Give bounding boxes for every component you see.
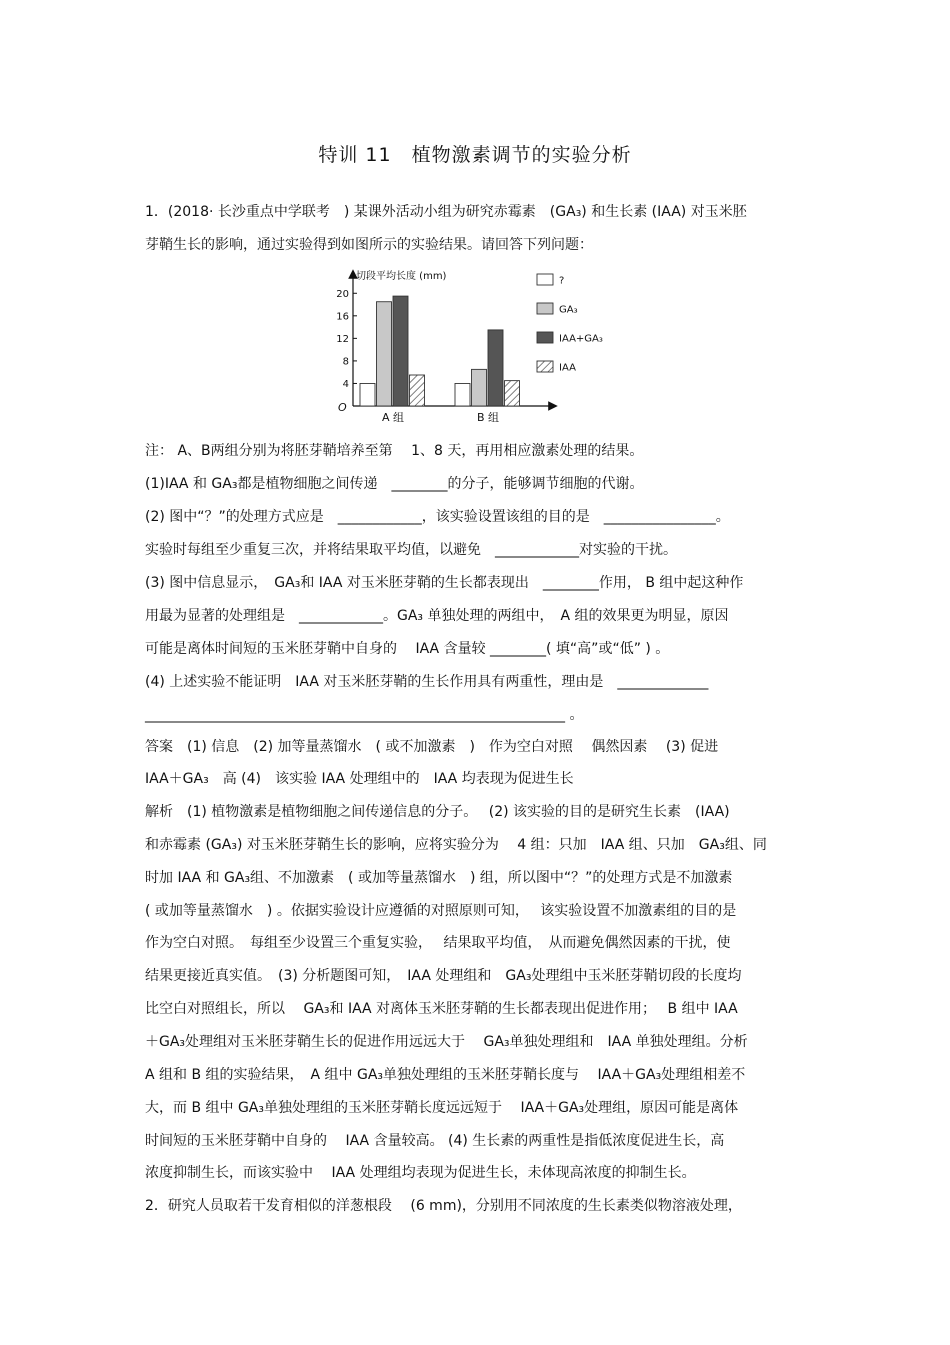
analysis-line-9: A 组和 B 组的实验结果， A 组中 GA₃单独处理组的玉米胚芽鞘长度与 IAA＋GA₃处理组相差不 <box>145 1067 746 1083</box>
answer-line-1: 答案 (1) 信息 (2) 加等量蒸馏水 ( 或不加激素 ) 作为空白对照 偶然因素 (3) 促进 <box>145 739 719 755</box>
legend-label-2: IAA+GA₃ <box>559 333 603 345</box>
legend-swatch-0 <box>537 274 553 285</box>
analysis-line-4: ( 或加等量蒸馏水 ) 。依据实验设计应遵循的对照原则可知， 该实验设置不加激素组的目的是 <box>145 903 737 919</box>
question-1-part-1: (1)IAA 和 GA₃都是植物细胞之间传递 ________的分子，能够调节细胞的代谢。 <box>145 476 644 492</box>
bar-a-1 <box>377 302 392 406</box>
analysis-line-1: 解析 (1) 植物激素是植物细胞之间传递信息的分子。 (2) 该实验的目的是研究生长素 (IAA) <box>145 804 730 820</box>
legend-swatch-2 <box>537 332 553 343</box>
analysis-line-3: 时加 IAA 和 GA₃组、不加激素 ( 或加等量蒸馏水 ) 组，所以图中“？”的处理方式是不加激素 <box>145 870 733 886</box>
legend-swatch-1 <box>537 303 553 314</box>
y-tick-label: 8 <box>342 356 349 368</box>
question-1-part-3-cont-2: 可能是离体时间短的玉米胚芽鞘中自身的 IAA 含量较 ________( 填“高”或“低” ) 。 <box>145 641 670 657</box>
legend-swatch-3 <box>537 361 553 372</box>
analysis-line-7: 比空白对照组长，所以 GA₃和 IAA 对离体玉米胚芽鞘的生长都表现出促进作用； B 组中 IAA <box>145 1001 738 1017</box>
x-category-label: B 组 <box>476 411 500 424</box>
analysis-line-5: 作为空白对照。 每组至少设置三个重复实验， 结果取平均值， 从而避免偶然因素的干扰，使 <box>145 935 731 951</box>
analysis-line-6: 结果更接近真实值。 (3) 分析题图可知， IAA 处理组和 GA₃处理组中玉米胚芽鞘切段的长度均 <box>145 968 742 984</box>
bar-b-0 <box>455 383 470 406</box>
y-tick-label: 4 <box>342 378 349 390</box>
y-axis-label: 切段平均长度 (mm) <box>356 271 447 282</box>
question-1-part-2-cont: 实验时每组至少重复三次，并将结果取平均值，以避免 ____________对实验的干扰。 <box>145 542 677 558</box>
question-1-stem-line-2: 芽鞘生长的影响，通过实验得到如图所示的实验结果。请回答下列问题： <box>145 237 593 253</box>
legend-label-1: GA₃ <box>559 304 578 316</box>
analysis-line-2: 和赤霉素 (GA₃) 对玉米胚芽鞘生长的影响，应将实验分为 4 组：只加 IAA 组、只加 GA₃组、同 <box>145 837 767 853</box>
bar-a-2 <box>393 296 408 406</box>
bar-a-0 <box>360 383 375 406</box>
chart-note: 注： A、B两组分别为将胚芽鞘培养至第 1、8 天，再用相应激素处理的结果。 <box>145 443 644 459</box>
question-1-part-4-cont: ____________________________________________________________ 。 <box>145 707 584 723</box>
bar-b-2 <box>488 330 503 406</box>
bar-b-1 <box>472 369 487 406</box>
question-1-part-4: (4) 上述实验不能证明 IAA 对玉米胚芽鞘的生长作用具有两重性，理由是 _____________ <box>145 674 709 690</box>
analysis-line-10: 大，而 B 组中 GA₃单独处理组的玉米胚芽鞘长度远远短于 IAA＋GA₃处理组，原因可能是离体 <box>145 1100 739 1116</box>
question-1-stem-line-1: 1．(2018· 长沙重点中学联考 ) 某课外活动小组为研究赤霉素 (GA₃) 和生长素 (IAA) 对玉米胚 <box>145 204 747 220</box>
legend-label-0: ? <box>559 275 565 287</box>
bar-chart <box>325 262 625 434</box>
y-tick-label: 16 <box>336 311 349 323</box>
analysis-line-12: 浓度抑制生长，而该实验中 IAA 处理组均表现为促进生长，未体现高浓度的抑制生长。 <box>145 1165 696 1181</box>
bar-b-3 <box>505 381 520 406</box>
analysis-line-11: 时间短的玉米胚芽鞘中自身的 IAA 含量较高。 (4) 生长素的两重性是指低浓度促进生长，高 <box>145 1133 725 1149</box>
analysis-line-8: ＋GA₃处理组对玉米胚芽鞘生长的促进作用远远大于 GA₃单独处理组和 IAA 单独处理组。分析 <box>145 1034 748 1050</box>
answer-line-2: IAA＋GA₃ 高 (4) 该实验 IAA 处理组中的 IAA 均表现为促进生长 <box>145 771 574 787</box>
plot-area <box>336 269 553 424</box>
legend-label-3: IAA <box>559 362 576 374</box>
chart-legend <box>537 274 603 374</box>
y-tick-label: 12 <box>336 333 349 345</box>
y-tick-label: 20 <box>336 288 349 300</box>
question-1-part-2: (2) 图中“？”的处理方式应是 ____________，该实验设置该组的目的是 ________________。 <box>145 509 730 525</box>
question-1-part-3: (3) 图中信息显示， GA₃和 IAA 对玉米胚芽鞘的生长都表现出 ________作用， B 组中起这种作 <box>145 575 744 591</box>
x-category-label: A 组 <box>381 411 405 424</box>
page-title: 特训 11 植物激素调节的实验分析 <box>318 144 632 166</box>
question-1-part-3-cont-1: 用最为显著的处理组是 ____________。GA₃ 单独处理的两组中， A 组的效果更为明显，原因 <box>145 608 729 624</box>
bar-a-3 <box>410 375 425 406</box>
question-2-stem: 2．研究人员取若干发育相似的洋葱根段 (6 mm)，分别用不同浓度的生长素类似物溶液处理， <box>145 1198 742 1214</box>
origin-label: O <box>338 401 347 414</box>
